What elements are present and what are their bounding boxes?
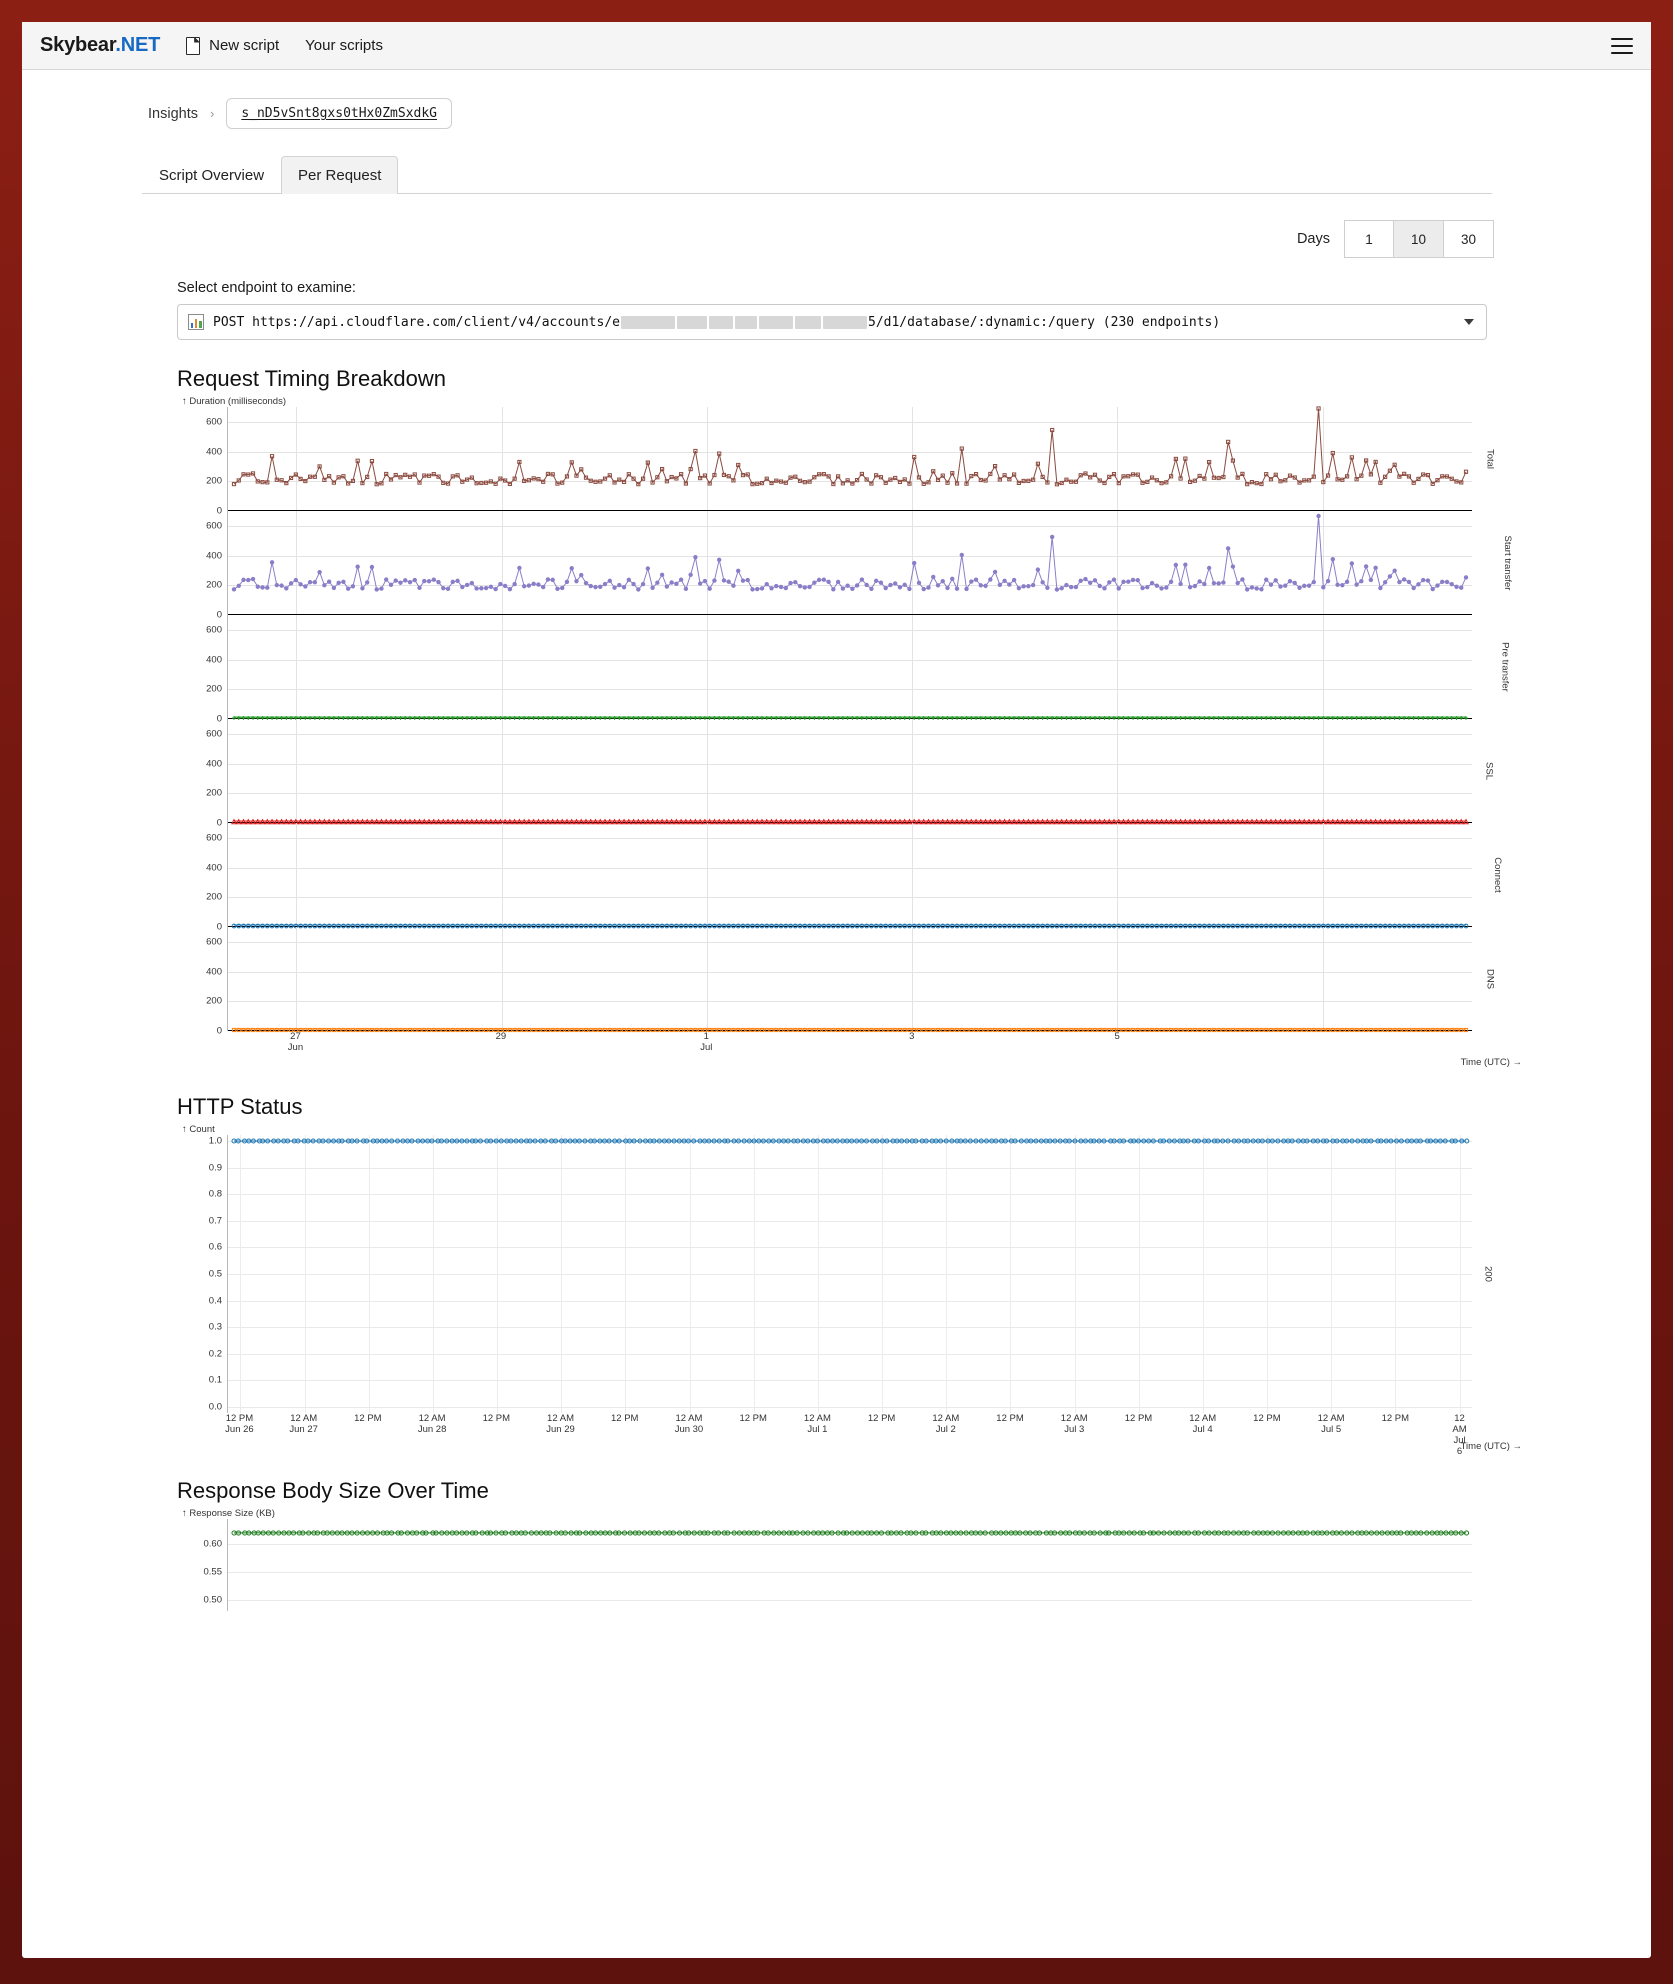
menu-icon[interactable]	[1611, 38, 1633, 54]
x-tick-label: 27 Jun	[287, 1031, 304, 1053]
y-tick-label: 400	[206, 862, 222, 874]
panel-series-label: Connect	[1492, 857, 1504, 893]
http-status-chart	[177, 1135, 1522, 1457]
x-tick-label: 12 PM	[354, 1413, 382, 1424]
timing-panel-start-transfer	[206, 511, 1513, 621]
x-tick-label: 12 PM	[1124, 1413, 1153, 1424]
y-tick-label: 0.4	[208, 1295, 222, 1307]
y-tick-label: 200	[206, 683, 222, 695]
section-title-timing: Request Timing Breakdown	[177, 366, 447, 391]
brand-suffix: .NET	[115, 34, 161, 56]
timing-x-axis-caption: Time (UTC) →	[1460, 1057, 1522, 1068]
days-option-10[interactable]: 10	[1394, 220, 1444, 258]
panel-series-label: Total	[1484, 448, 1496, 470]
y-tick-label: 0	[216, 609, 222, 621]
y-tick-label: 0.1	[208, 1374, 222, 1386]
timing-x-axis-labels	[227, 1031, 1472, 1057]
y-tick-label: 0.55	[203, 1566, 222, 1578]
bar-chart-icon	[188, 314, 204, 330]
y-tick-label: 400	[206, 966, 222, 978]
endpoint-value-suffix: 5/d1/database/:dynamic:/query (230 endpoints)	[868, 314, 1221, 330]
body-size-plot	[203, 1519, 1472, 1611]
redacted-block	[709, 316, 733, 329]
x-tick-label: 1 Jul	[700, 1031, 713, 1053]
breadcrumb-insights[interactable]: Insights	[148, 105, 198, 122]
y-tick-label: 400	[206, 654, 222, 666]
days-label: Days	[1296, 231, 1330, 247]
x-tick-label: 12 AM Jul 2	[932, 1413, 960, 1435]
timing-panel-connect	[206, 823, 1504, 933]
y-tick-label: 400	[206, 758, 222, 770]
redacted-block	[823, 316, 867, 329]
status-y-axis-caption: ↑ Count	[182, 1124, 215, 1135]
y-tick-label: 1.0	[208, 1135, 222, 1147]
panel-series-label: Pre transfer	[1499, 642, 1511, 692]
y-tick-label: 600	[206, 416, 222, 428]
days-button-group	[1344, 220, 1494, 258]
y-tick-label: 0.50	[203, 1594, 222, 1606]
days-option-1[interactable]: 1	[1344, 220, 1394, 258]
y-tick-label: 200	[206, 891, 222, 903]
x-tick-label: 3	[909, 1031, 915, 1042]
y-tick-label: 600	[206, 936, 222, 948]
y-tick-label: 0.7	[208, 1215, 222, 1227]
document-icon	[186, 37, 201, 55]
redacted-block	[759, 316, 793, 329]
y-tick-label: 0.5	[208, 1268, 222, 1280]
section-title-http-status: HTTP Status	[177, 1094, 303, 1119]
redacted-block	[735, 316, 757, 329]
x-tick-label: 12 AM Jul 4	[1189, 1413, 1217, 1435]
x-tick-label: 12 PM Jun 26	[225, 1413, 254, 1435]
nav-your-scripts-label: Your scripts	[305, 37, 383, 54]
days-option-30[interactable]: 30	[1444, 220, 1494, 258]
page-viewport	[22, 22, 1651, 1958]
days-selector	[22, 194, 1651, 258]
brand-logo[interactable]	[40, 34, 160, 57]
http-status-plot	[208, 1135, 1494, 1413]
timing-panel-pre-transfer	[206, 615, 1511, 725]
redacted-block	[621, 316, 675, 329]
status-x-axis-labels	[225, 1413, 1472, 1457]
page-content	[22, 70, 1651, 1611]
y-tick-label: 200	[206, 475, 222, 487]
y-tick-label: 600	[206, 624, 222, 636]
breadcrumb	[22, 70, 1651, 129]
panel-series-label: Start transfer	[1501, 535, 1513, 591]
y-tick-label: 0.8	[208, 1188, 222, 1200]
timing-chart	[177, 407, 1522, 1068]
y-tick-label: 0	[216, 921, 222, 933]
endpoint-select[interactable]	[177, 304, 1487, 340]
top-navigation-bar	[22, 22, 1651, 70]
x-tick-label: 12 AM Jun 30	[674, 1413, 704, 1435]
y-tick-label: 0	[216, 505, 222, 517]
breadcrumb-script-id[interactable]: s_nD5vSnt8gxs0tHx0ZmSxdkG	[226, 98, 452, 129]
x-tick-label: 12 PM	[867, 1413, 896, 1424]
nav-new-script-label: New script	[209, 37, 280, 54]
y-tick-label: 600	[206, 832, 222, 844]
x-tick-label: 12 PM	[482, 1413, 511, 1424]
x-tick-label: 12 AM Jun 29	[546, 1413, 575, 1435]
y-tick-label: 200	[206, 995, 222, 1007]
timing-panel-total	[206, 407, 1496, 517]
y-tick-label: 600	[206, 728, 222, 740]
x-tick-label: 12 PM	[739, 1413, 767, 1424]
section-title-body-size: Response Body Size Over Time	[177, 1478, 489, 1503]
brand-name: Skybear	[40, 34, 116, 56]
breadcrumb-separator-icon: ›	[209, 106, 215, 121]
panel-series-label: DNS	[1484, 968, 1496, 990]
endpoint-value-prefix: POST https://api.cloudflare.com/client/v4/accounts/e	[213, 314, 620, 330]
x-tick-label: 12 AM Jun 28	[417, 1413, 447, 1435]
x-tick-label: 12 PM	[1381, 1413, 1410, 1424]
x-tick-label: 12 PM	[1253, 1413, 1281, 1424]
panel-series-label: SSL	[1483, 762, 1495, 780]
y-tick-label: 0	[216, 713, 222, 725]
x-tick-label: 12 PM	[996, 1413, 1024, 1424]
y-tick-label: 200	[206, 579, 222, 591]
body-size-y-axis-caption: ↑ Response Size (KB)	[182, 1508, 275, 1519]
x-tick-label: 12 AM Jul 5	[1317, 1413, 1345, 1435]
tab-script-overview[interactable]: Script Overview	[159, 167, 265, 184]
body-size-chart	[177, 1519, 1487, 1611]
x-tick-label: 29	[495, 1031, 507, 1042]
y-tick-label: 0	[216, 817, 222, 829]
x-tick-label: 12 PM	[611, 1413, 639, 1424]
y-tick-label: 600	[206, 520, 222, 532]
y-tick-label: 400	[206, 446, 222, 458]
nav-new-script[interactable]	[186, 37, 279, 55]
timing-y-axis-caption: ↑ Duration (milliseconds)	[182, 396, 287, 407]
x-tick-label: 5	[1114, 1031, 1120, 1042]
tab-bar	[142, 155, 1492, 194]
redacted-block	[677, 316, 707, 329]
timing-panel-ssl	[206, 719, 1495, 829]
x-tick-label: 12 AM Jul 1	[803, 1413, 831, 1435]
y-tick-label: 0.0	[208, 1401, 222, 1413]
nav-your-scripts[interactable]	[305, 37, 383, 54]
y-tick-label: 0.60	[203, 1538, 222, 1550]
redacted-block	[795, 316, 821, 329]
y-tick-label: 0.6	[208, 1241, 222, 1253]
y-tick-label: 200	[206, 787, 222, 799]
endpoint-select-label: Select endpoint to examine:	[177, 280, 356, 296]
endpoint-select-value	[213, 315, 1220, 330]
http-status-series-label: 200	[1482, 1266, 1494, 1282]
y-tick-label: 0.3	[208, 1321, 222, 1333]
x-tick-label: 12 AM Jul 3	[1060, 1413, 1088, 1435]
status-x-axis-caption: Time (UTC) →	[1460, 1441, 1522, 1452]
y-tick-label: 400	[206, 550, 222, 562]
tab-per-request[interactable]: Per Request	[281, 156, 398, 194]
chevron-down-icon	[1464, 319, 1474, 325]
y-tick-label: 0.9	[208, 1162, 222, 1174]
y-tick-label: 0	[216, 1025, 222, 1037]
y-tick-label: 0.2	[208, 1348, 222, 1360]
x-tick-label: 12 AM Jun 27	[289, 1413, 318, 1435]
x-tick-label: 12 AM Jul 6	[1452, 1413, 1467, 1457]
